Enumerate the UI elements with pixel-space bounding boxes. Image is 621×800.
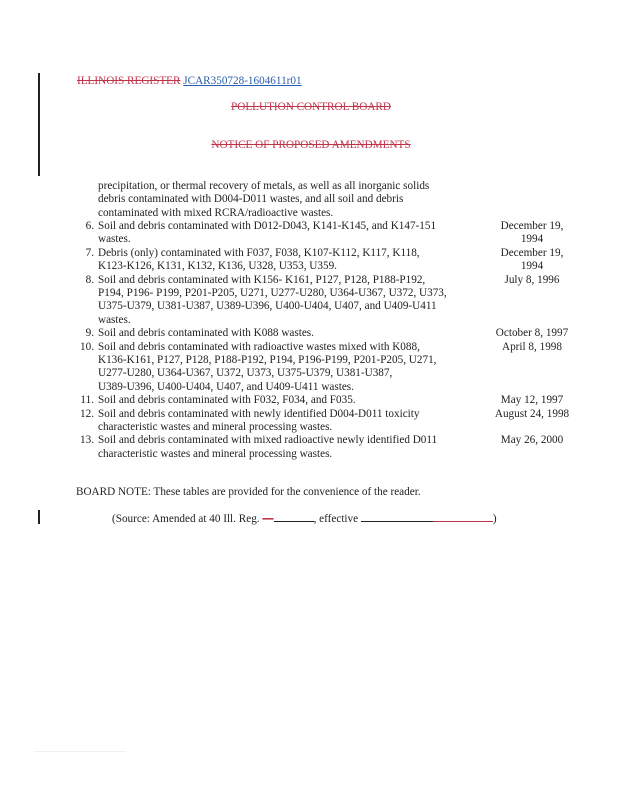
source-prefix: (Source: Amended at 40 Ill. Reg. xyxy=(112,513,260,525)
board-note: BOARD NOTE: These tables are provided for the convenience of the reader. xyxy=(76,486,421,498)
item-text xyxy=(98,220,478,247)
notice-header xyxy=(204,138,418,152)
item-text xyxy=(98,247,478,274)
item-date-line: August 24, 1998 xyxy=(494,407,570,420)
item-text-line: Soil and debris contaminated with K156- K161, P127, P128, P188-P192, xyxy=(98,273,426,286)
item-date xyxy=(488,274,576,287)
register-header xyxy=(77,74,302,88)
item-date xyxy=(488,394,576,407)
item-text xyxy=(98,394,478,407)
item-number: 11. xyxy=(80,394,94,407)
item-text-line: characteristic wastes and mineral processing wastes. xyxy=(98,421,333,433)
register-deleted-text: ILLINOIS REGISTER xyxy=(77,75,181,87)
item-date-line: 1994 xyxy=(520,260,544,273)
item-text-line: characteristic wastes and mineral processing wastes. xyxy=(98,447,333,460)
register-inserted-text: JCAR350728-1604611r01 xyxy=(183,75,302,87)
item-date-line: December 19, xyxy=(500,220,564,232)
item-text xyxy=(98,327,478,340)
source-middle: , effective xyxy=(313,513,359,525)
inserted-blank xyxy=(433,510,493,522)
notice-deleted-text: NOTICE OF PROPOSED AMENDMENTS xyxy=(211,139,411,151)
item-text-line: K136-K161, P127, P128, P188-P192, P194, P196-P199, P201-P205, U271, xyxy=(98,354,437,366)
item-date xyxy=(488,247,576,274)
effective-date-blank xyxy=(361,510,433,522)
item-date-line: May 12, 1997 xyxy=(500,394,564,407)
source-suffix: ) xyxy=(492,513,497,525)
change-bar xyxy=(38,510,40,524)
item-text xyxy=(98,434,478,461)
board-deleted-text: POLLUTION CONTROL BOARD xyxy=(231,101,391,113)
item-date-line: April 8, 1998 xyxy=(502,340,562,353)
item-date xyxy=(488,408,576,421)
item-date-line: December 19, xyxy=(500,246,564,259)
item-date-line: July 8, 1996 xyxy=(504,273,560,286)
item-number: 7. xyxy=(85,246,94,259)
item-text-line: U389-U396, U400-U404, U407, and U409-U411 wastes. xyxy=(98,380,354,393)
item-date-line: October 8, 1997 xyxy=(495,327,569,340)
intro-line: precipitation, or thermal recovery of metals, as well as all inorganic solids xyxy=(98,180,430,192)
item-date xyxy=(488,341,576,354)
deleted-dash: — xyxy=(262,513,274,525)
item-text xyxy=(98,341,478,395)
item-text xyxy=(98,274,478,328)
item-text-line: wastes. xyxy=(98,313,131,326)
item-number: 9. xyxy=(85,327,94,340)
item-text-line: Soil and debris contaminated with radioactive wastes mixed with K088, xyxy=(98,340,420,353)
intro-line: contaminated with mixed RCRA/radioactive wastes. xyxy=(98,206,334,219)
item-text-line: K123-K126, K131, K132, K136, U328, U353, U359. xyxy=(98,260,337,273)
change-bar xyxy=(38,73,40,176)
item-text-line: wastes. xyxy=(98,233,131,246)
item-text-line: U375-U379, U381-U387, U389-U396, U400-U404, U407, and U409-U411 xyxy=(98,300,437,313)
item-text-line: Soil and debris contaminated with mixed radioactive newly identified D011 xyxy=(98,434,438,447)
item-number: 6. xyxy=(85,220,94,232)
item-text-line: U277-U280, U364-U367, U372, U373, U375-U379, U381-U387, xyxy=(98,367,393,380)
item-text-line: Debris (only) contaminated with F037, F038, K107-K112, K117, K118, xyxy=(98,246,420,259)
item-number: 8. xyxy=(85,273,94,286)
item-date xyxy=(488,220,576,247)
board-header xyxy=(226,100,396,114)
item-number: 10. xyxy=(80,340,94,353)
intro-line: debris contaminated with D004-D011 wastes, and all soil and debris xyxy=(98,193,404,206)
item-text-line: Soil and debris contaminated with K088 wastes. xyxy=(98,327,314,340)
item-number: 12. xyxy=(80,407,94,420)
item-date-line: 1994 xyxy=(520,233,544,246)
intro-paragraph xyxy=(98,180,478,220)
item-number: 13. xyxy=(80,434,94,447)
item-text-line: Soil and debris contaminated with F032, F034, and F035. xyxy=(98,394,356,407)
footer-rule xyxy=(34,751,126,752)
item-text-line: Soil and debris contaminated with newly identified D004-D011 toxicity xyxy=(98,407,420,420)
source-note xyxy=(112,510,497,526)
item-date-line: May 26, 2000 xyxy=(500,434,564,447)
item-date xyxy=(488,434,576,447)
item-text-line: P194, P196- P199, P201-P205, U271, U277-U280, U364-U367, U372, U373, xyxy=(98,287,447,299)
reg-number-blank xyxy=(274,510,314,522)
item-text xyxy=(98,408,478,435)
item-date xyxy=(488,327,576,340)
item-text-line: Soil and debris contaminated with D012-D043, K141-K145, and K147-151 xyxy=(98,220,437,232)
